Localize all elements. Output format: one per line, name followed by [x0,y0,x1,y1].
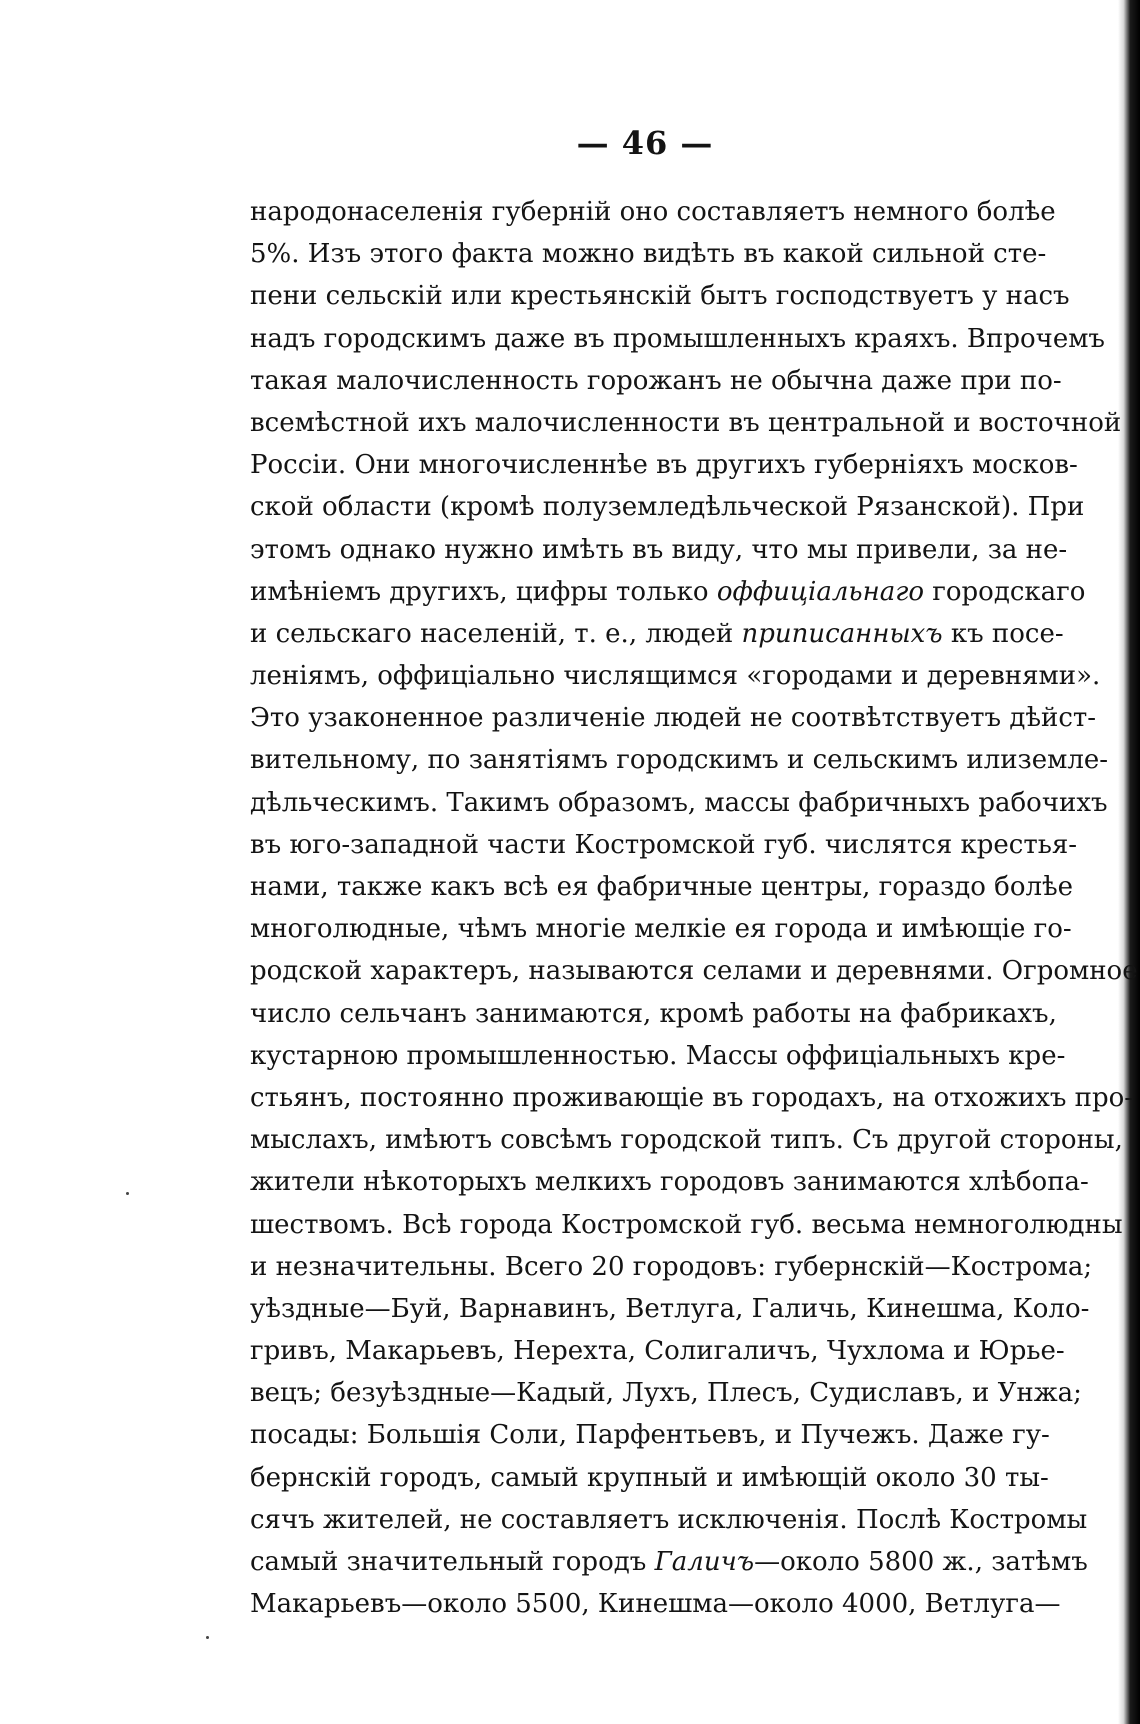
body-text [250,191,1138,1625]
text-segment: Макарьевъ—около 5500, Кинешма—около 4000, Ветлуга— [250,1589,1061,1620]
italic-term: Галичъ [654,1547,755,1577]
text-segment: —около 5800 ж., затѣмъ [754,1547,1088,1577]
text-segment: такая малочисленность горожанъ не обычна даже при по- [250,365,1062,396]
text-line [250,824,1078,866]
text-segment: 5%. Изъ этого факта можно видѣть въ какой сильной сте- [250,239,1047,270]
text-line [250,950,1138,992]
text-segment: самый значительный городъ [250,1547,655,1577]
text-line [250,1541,1088,1583]
text-segment: уѣздные—Буй, Варнавинъ, Ветлуга, Галичь, Кинешма, Коло- [250,1293,1090,1324]
text-line [250,1077,1134,1119]
text-line [250,993,1057,1035]
text-segment: родской характеръ, называются селами и деревнями. Огромное [250,956,1138,987]
text-segment: къ посе- [942,618,1064,649]
text-segment: нами, также какъ всѣ ея фабричные центры, гораздо болѣе [250,872,1074,902]
text-line [250,1161,1089,1203]
text-line [250,402,1122,444]
text-segment: ской области (кромѣ полуземледѣльческой Рязанской). При [250,492,1085,523]
text-segment: стьянъ, постоянно проживающіе въ городахъ, на отхожихъ про- [250,1082,1134,1113]
text-line [250,275,1070,317]
text-line [250,486,1085,528]
text-line [250,1583,1061,1625]
text-line [250,908,1072,950]
text-segment: вецъ; безуѣздные—Кадый, Лухъ, Плесъ, Судиславъ, и Унжа; [250,1378,1082,1409]
text-segment: народонаселенія губерній оно составляетъ немного болѣе [250,197,1056,227]
text-line [250,1035,1066,1077]
text-segment: Это узаконенное различеніе людей не соотвѣтствуетъ дѣйст- [250,703,1097,734]
text-line [250,1372,1082,1414]
text-segment: городскаго [924,576,1086,607]
page-number: — 46 — [576,124,714,162]
scan-speck [126,1192,129,1195]
text-segment: и сельскаго населеній, т. е., людей [250,618,742,649]
text-line [250,444,1078,486]
text-line [250,529,1068,571]
text-segment: леніямъ, оффиціально числящимся «городами и деревнями». [250,661,1101,692]
text-line [250,697,1097,739]
text-segment: многолюдные, чѣмъ многіе мелкіе ея города и имѣющіе го- [250,914,1072,945]
text-segment: шествомъ. Всѣ города Костромской губ. весьма немноголюдны [250,1209,1123,1240]
text-line [250,655,1101,697]
text-line [250,739,1109,781]
text-line [250,613,1064,655]
text-segment: мыслахъ, имѣютъ совсѣмъ городской типъ. Съ другой стороны, [250,1125,1123,1156]
text-segment: имѣніемъ другихъ, цифры только [250,576,717,607]
text-segment: бернскій городъ, самый крупный и имѣющій около 30 ты- [250,1462,1049,1493]
scan-binding-edge [1118,0,1140,1724]
text-line [250,782,1108,824]
text-segment: въ юго-западной части Костромской губ. числятся крестья- [250,829,1078,860]
text-line [250,191,1056,233]
text-segment: всемѣстной ихъ малочисленности въ центральной и восточной [250,407,1122,438]
text-segment: дѣльческимъ. Такимъ образомъ, массы фабричныхъ рабочихъ [250,787,1108,818]
text-line [250,866,1074,908]
italic-term: оффиціальнаго [716,576,924,607]
text-segment: надъ городскимъ даже въ промышленныхъ краяхъ. Впрочемъ [250,323,1105,354]
text-line [250,318,1105,360]
text-segment: кустарною промышленностью. Массы оффиціальныхъ кре- [250,1040,1066,1071]
text-line [250,1288,1090,1330]
text-line [250,1246,1093,1288]
text-segment: и незначительны. Всего 20 городовъ: губернскій—Кострома; [250,1251,1093,1282]
text-segment: сячъ жителей, не составляетъ исключенія. Послѣ Костромы [250,1504,1088,1535]
text-line [250,233,1047,275]
text-line [250,1457,1049,1499]
text-segment: число сельчанъ занимаются, кромѣ работы на фабрикахъ, [250,998,1057,1029]
scan-speck [206,1636,209,1639]
text-segment: посады: Большія Соли, Парфентьевъ, и Пучежъ. Даже гу- [250,1420,1050,1451]
text-line [250,360,1062,402]
text-segment: Россіи. Они многочисленнѣе въ другихъ губерніяхъ москов- [250,450,1078,481]
text-segment: гривъ, Макарьевъ, Нерехта, Солигаличъ, Чухлома и Юрье- [250,1336,1065,1367]
text-segment: жители нѣкоторыхъ мелкихъ городовъ занимаются хлѣбопа- [250,1167,1089,1198]
text-line [250,1119,1123,1161]
text-line [250,1414,1050,1456]
italic-term: приписанныхъ [741,618,943,649]
text-line [250,1330,1065,1372]
text-line [250,571,1086,613]
text-line [250,1499,1088,1541]
text-segment: этомъ однако нужно имѣть въ виду, что мы привели, за не- [250,534,1068,565]
text-segment: пени сельскій или крестьянскій бытъ господствуетъ у насъ [250,281,1070,312]
text-line [250,1204,1123,1246]
text-segment: вительному, по занятіямъ городскимъ и сельскимъ илиземле- [250,745,1109,776]
